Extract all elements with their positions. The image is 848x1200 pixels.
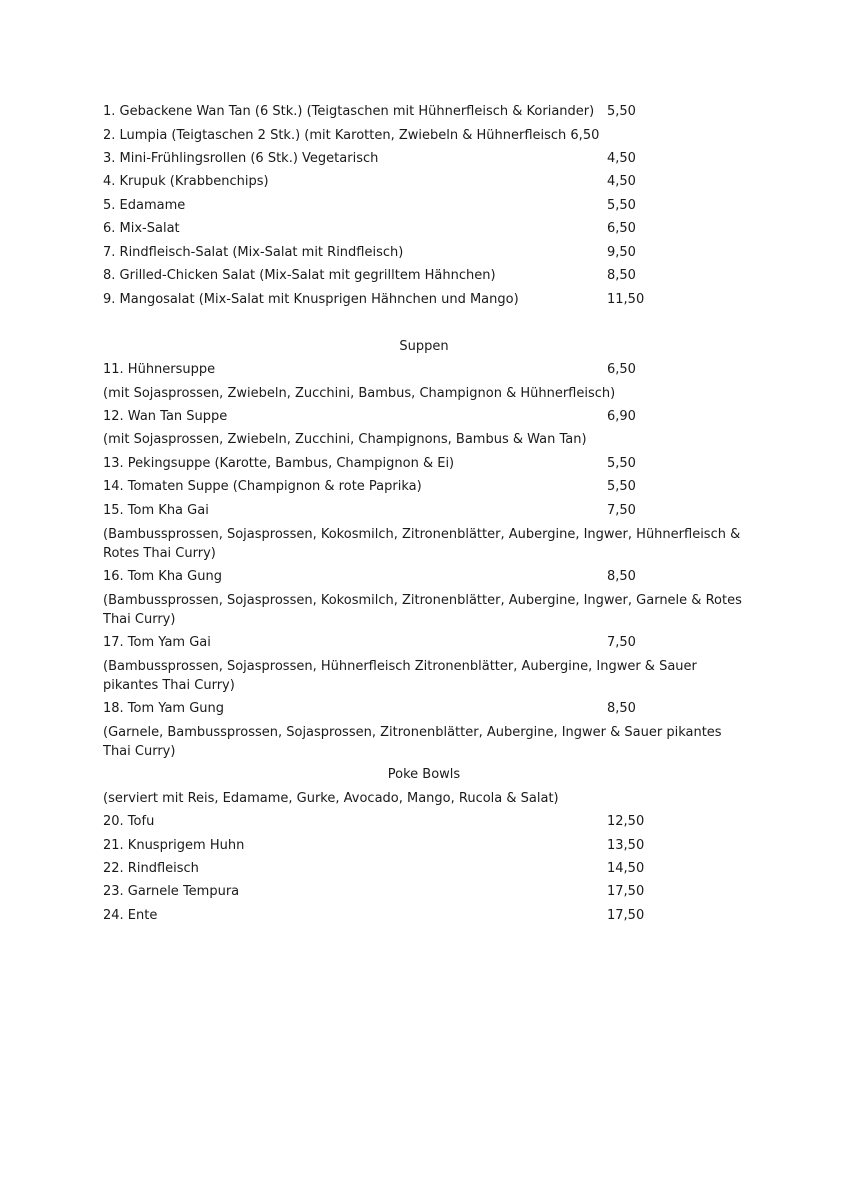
menu-item-price: 14,50 [607, 861, 645, 876]
section-heading-poke-bowls: Poke Bowls [387, 767, 461, 782]
menu-item-name: 17. Tom Yam Gai [103, 635, 211, 650]
menu-item-price: 4,50 [607, 174, 636, 189]
menu-item-name: 11. Hühnersuppe [103, 362, 216, 377]
menu-item-price: 6,90 [607, 409, 636, 424]
menu-item-description: (mit Sojasprossen, Zwiebeln, Zucchini, Bambus, Champignon & Hühnerfleisch) [103, 386, 616, 401]
menu-item-name: 14. Tomaten Suppe (Champignon & rote Paprika) [103, 479, 422, 494]
menu-item-price: 12,50 [607, 814, 645, 829]
menu-item-price: 6,50 [607, 362, 636, 377]
menu-item-price: 8,50 [607, 268, 636, 283]
menu-item-price: 7,50 [607, 503, 636, 518]
menu-item-price: 7,50 [607, 635, 636, 650]
menu-item-name: 16. Tom Kha Gung [103, 569, 222, 584]
menu-item-price: 17,50 [607, 908, 645, 923]
menu-item-price: 5,50 [607, 479, 636, 494]
section-heading-suppen: Suppen [399, 339, 449, 354]
menu-item-name: 3. Mini-Frühlingsrollen (6 Stk.) Vegetarisch [103, 151, 379, 166]
menu-item-name: 23. Garnele Tempura [103, 884, 240, 899]
menu-item-description: (Garnele, Bambussprossen, Sojasprossen, Zitronenblätter, Aubergine, Ingwer & Sauer pikantes Thai Curry) [103, 725, 722, 759]
menu-item-name: 24. Ente [103, 908, 158, 923]
menu-item-description: (mit Sojasprossen, Zwiebeln, Zucchini, Champignons, Bambus & Wan Tan) [103, 432, 587, 447]
menu-item-name: 5. Edamame [103, 198, 186, 213]
menu-item-name: 20. Tofu [103, 814, 155, 829]
menu-item-price: 17,50 [607, 884, 645, 899]
menu-item-name: 13. Pekingsuppe (Karotte, Bambus, Champignon & Ei) [103, 456, 455, 471]
menu-item-description: (Bambussprossen, Sojasprossen, Hühnerfleisch Zitronenblätter, Aubergine, Ingwer & Sauer pikantes Thai Curry) [103, 659, 697, 693]
section-intro: (serviert mit Reis, Edamame, Gurke, Avocado, Mango, Rucola & Salat) [103, 791, 559, 806]
menu-item-name: 6. Mix-Salat [103, 221, 180, 236]
menu-item-name: 2. Lumpia (Teigtaschen 2 Stk.) (mit Karotten, Zwiebeln & Hühnerfleisch 6,50 [103, 128, 600, 143]
menu-item-name: 9. Mangosalat (Mix-Salat mit Knusprigen Hähnchen und Mango) [103, 292, 519, 307]
menu-item-name: 21. Knusprigem Huhn [103, 838, 245, 853]
menu-item-price: 6,50 [607, 221, 636, 236]
menu-item-name: 12. Wan Tan Suppe [103, 409, 228, 424]
menu-item-name: 18. Tom Yam Gung [103, 701, 225, 716]
menu-item-price: 8,50 [607, 569, 636, 584]
menu-item-name: 7. Rindfleisch-Salat (Mix-Salat mit Rindfleisch) [103, 245, 404, 260]
menu-item-price: 9,50 [607, 245, 636, 260]
menu-item-description: (Bambussprossen, Sojasprossen, Kokosmilch, Zitronenblätter, Aubergine, Ingwer, Garnele & Rotes Thai Curry) [103, 593, 742, 627]
menu-item-price: 8,50 [607, 701, 636, 716]
menu-item-name: 1. Gebackene Wan Tan (6 Stk.) (Teigtaschen mit Hühnerfleisch & Koriander) [103, 104, 595, 119]
menu-item-name: 4. Krupuk (Krabbenchips) [103, 174, 269, 189]
menu-item-name: 8. Grilled-Chicken Salat (Mix-Salat mit gegrilltem Hähnchen) [103, 268, 496, 283]
menu-item-price: 13,50 [607, 838, 645, 853]
menu-item-price: 4,50 [607, 151, 636, 166]
menu-item-name: 22. Rindfleisch [103, 861, 199, 876]
menu-item-price: 5,50 [607, 198, 636, 213]
menu-item-price: 11,50 [607, 292, 645, 307]
menu-item-description: (Bambussprossen, Sojasprossen, Kokosmilch, Zitronenblätter, Aubergine, Ingwer, Hühnerfleisch & Rotes Thai Curry) [103, 527, 741, 561]
menu-item-name: 15. Tom Kha Gai [103, 503, 209, 518]
menu-item-price: 5,50 [607, 456, 636, 471]
menu-item-price: 5,50 [607, 104, 636, 119]
